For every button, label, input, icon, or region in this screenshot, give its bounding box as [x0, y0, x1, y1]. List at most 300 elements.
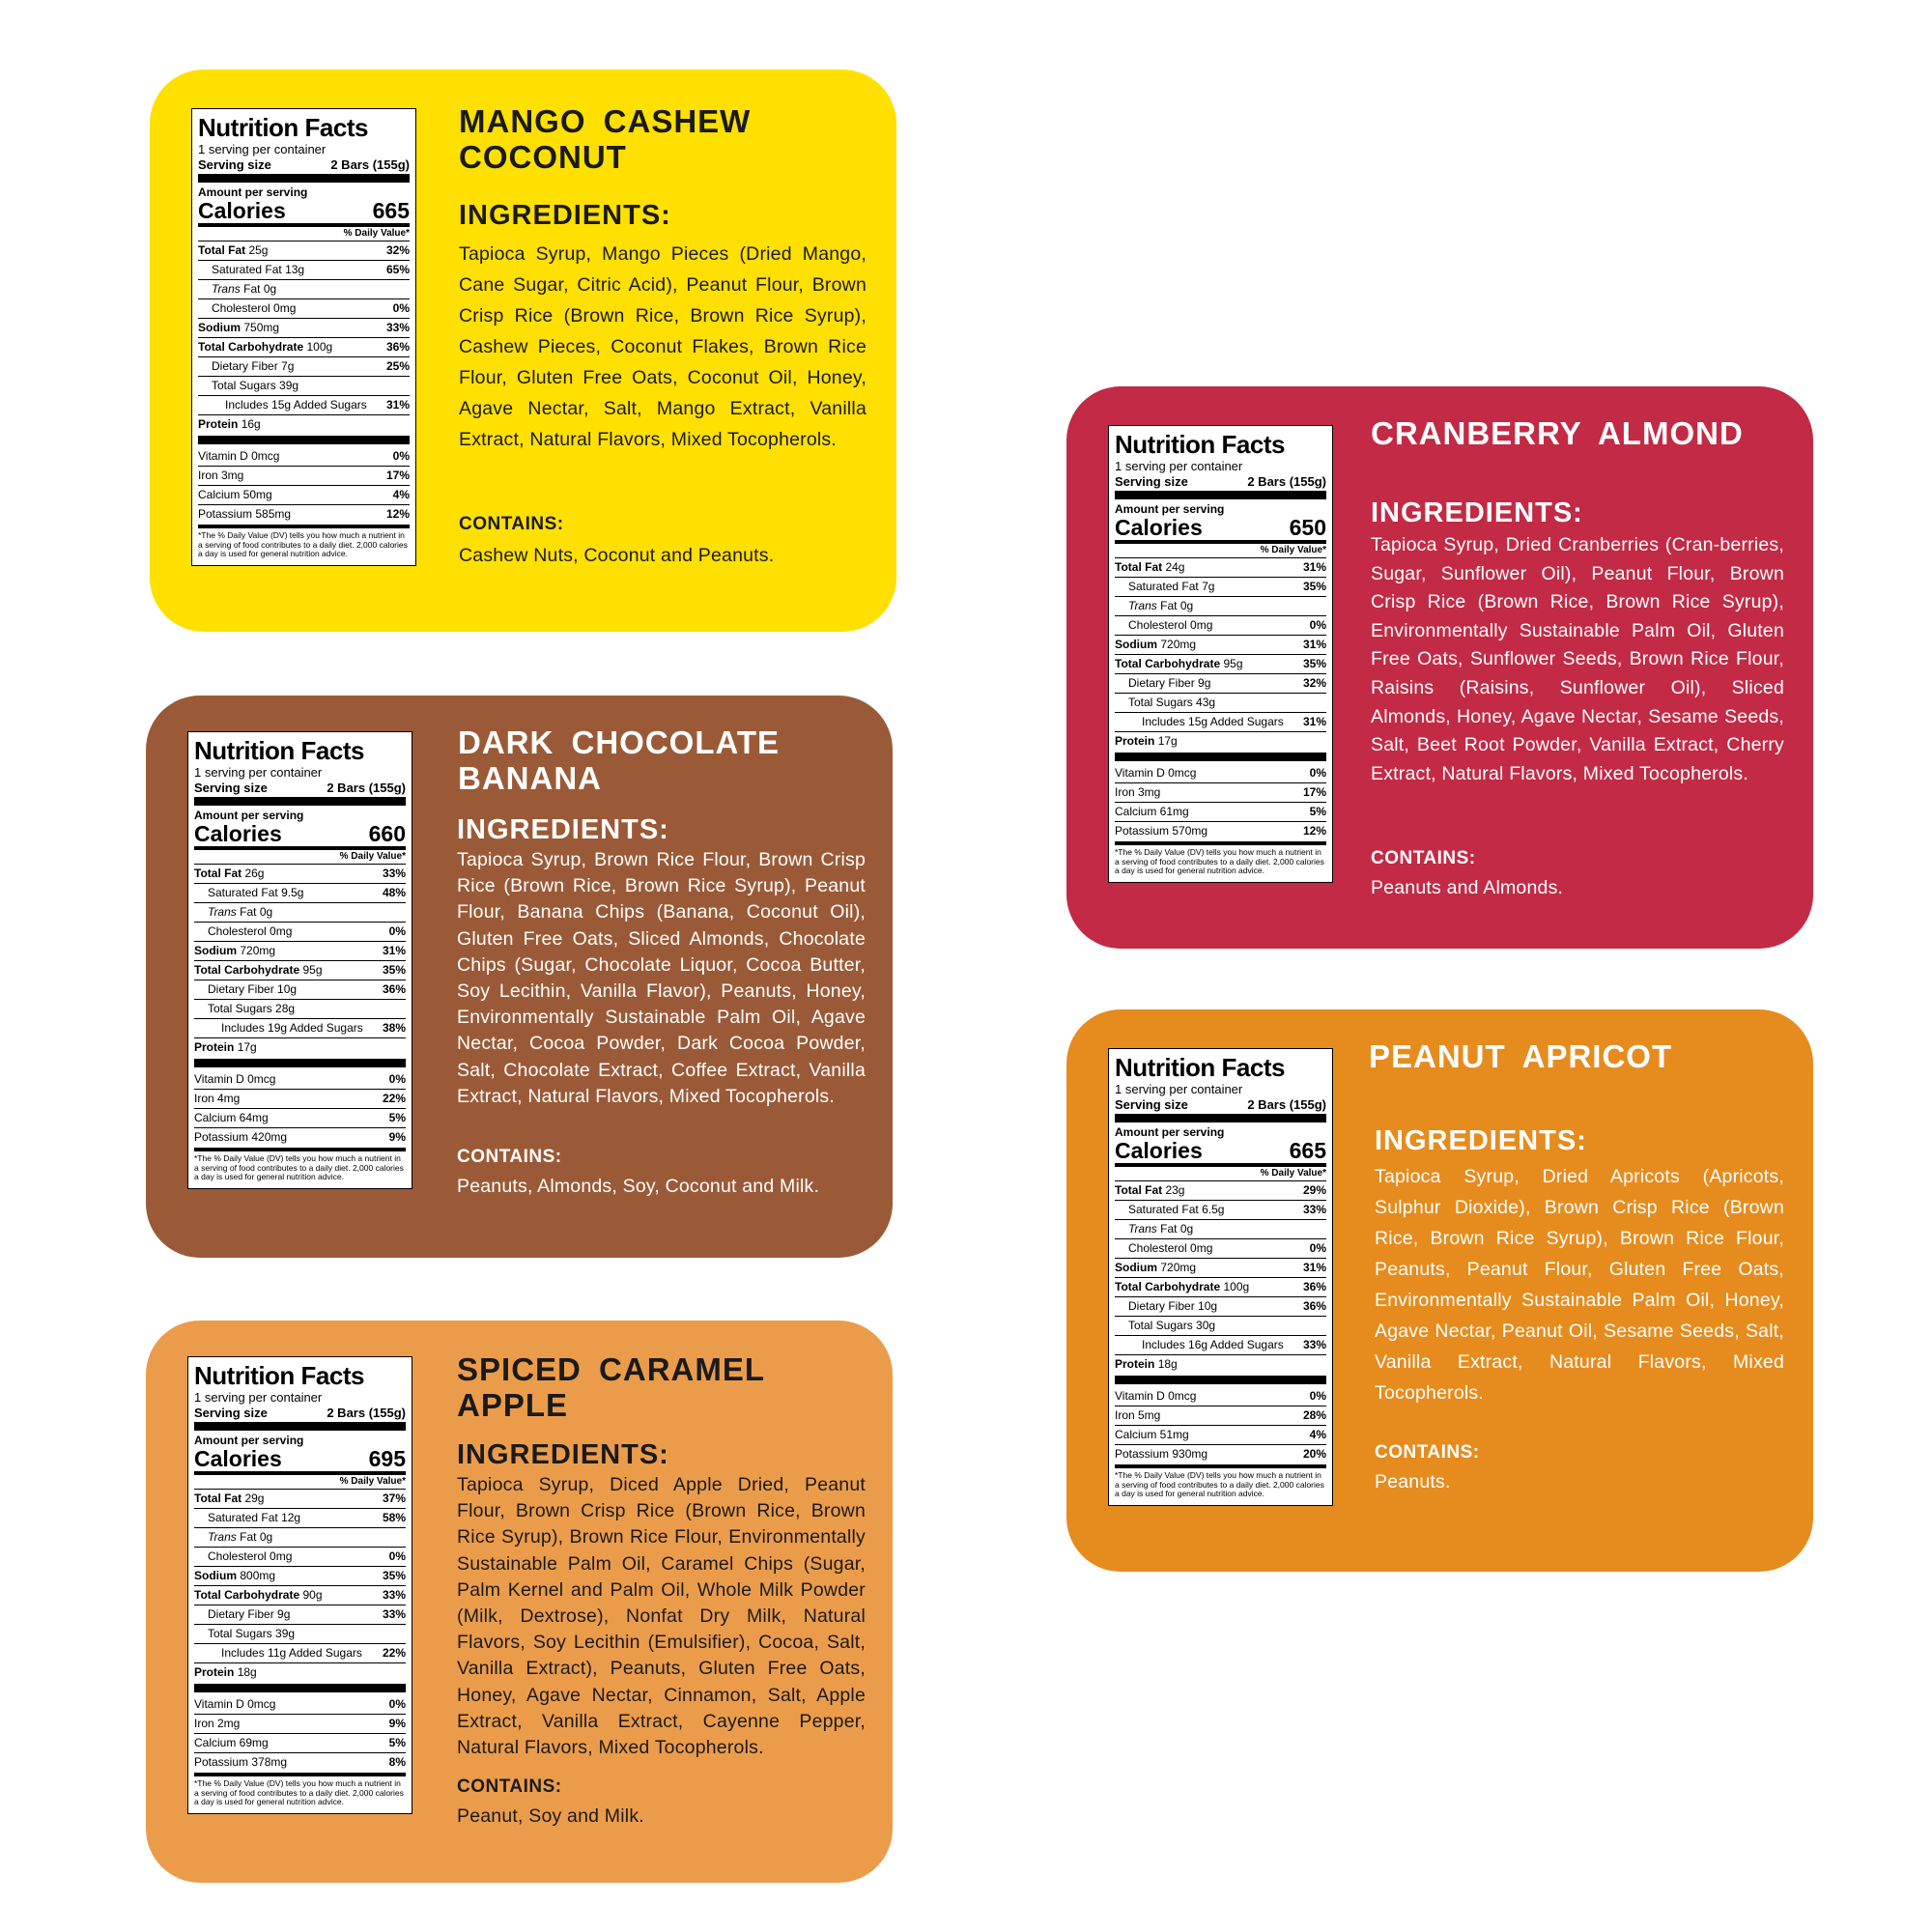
nutrient-daily-value: 0%	[392, 301, 410, 315]
servings-per-container: 1 serving per container	[1115, 459, 1243, 473]
nutrient-daily-value: 48%	[382, 886, 406, 899]
ingredients-heading: INGREDIENTS:	[1375, 1125, 1587, 1156]
nutrient-amount: 7g	[1202, 580, 1215, 593]
nutrient-label: Saturated Fat	[208, 886, 278, 899]
nutrient-daily-value: 0%	[388, 1549, 406, 1563]
vitamin-daily-value: 5%	[1309, 805, 1326, 818]
nutrient-daily-value: 33%	[382, 1607, 406, 1621]
servings-per-container: 1 serving per container	[198, 142, 327, 156]
nutrient-name	[194, 961, 323, 980]
divider-bar	[1115, 1376, 1326, 1384]
vitamin-daily-value: 12%	[385, 507, 410, 521]
vitamin-row	[194, 1127, 406, 1147]
vitamin-row	[1115, 782, 1326, 802]
divider-bar	[194, 1684, 406, 1692]
nutrient-daily-value: 36%	[1302, 1280, 1326, 1293]
calories-row	[1115, 516, 1326, 539]
nutrient-name	[212, 357, 294, 376]
vitamin-daily-value: 4%	[392, 488, 410, 501]
serving-size-row	[198, 157, 410, 172]
nutrient-label: Trans	[208, 1530, 237, 1544]
vitamin-row	[194, 1108, 406, 1127]
nutrient-amount: 10g	[277, 982, 298, 996]
calories-value: 695	[368, 1446, 406, 1471]
vitamin-row	[1115, 821, 1326, 840]
nutrient-name	[1115, 636, 1196, 654]
daily-value-header: % Daily Value*	[194, 846, 406, 864]
nutrient-amount: 17g	[1157, 734, 1178, 748]
vitamin-row	[194, 1089, 406, 1108]
nutrient-label: Total Sugars	[208, 1002, 272, 1015]
nutrient-name	[198, 319, 279, 337]
vitamin-daily-value: 0%	[388, 1072, 406, 1086]
vitamin-name: Vitamin D 0mcg	[194, 1072, 276, 1086]
vitamin-row	[194, 1070, 406, 1089]
vitamin-daily-value: 5%	[388, 1111, 406, 1124]
contains-text: Peanuts and Almonds.	[1371, 877, 1564, 898]
nutrient-amount: 28g	[275, 1002, 296, 1015]
nutrient-name	[1115, 558, 1184, 577]
nutrient-amount: 30g	[1196, 1319, 1216, 1332]
product-name: SPICED CARAMEL APPLE	[457, 1351, 766, 1423]
nutrient-amount: Fat 0g	[243, 282, 277, 296]
nutrient-name	[1115, 655, 1243, 673]
nutrient-label: Total Sugars	[212, 379, 276, 392]
nutrient-amount: 720mg	[1160, 1261, 1197, 1274]
vitamin-name: Calcium 51mg	[1115, 1428, 1189, 1441]
nutrient-name	[208, 1625, 295, 1643]
nutrient-amount: 0mg	[270, 924, 293, 938]
nutrient-row	[194, 864, 406, 883]
product-name: CRANBERRY ALMOND	[1371, 415, 1744, 451]
nutrient-amount: 13g	[285, 263, 305, 276]
nutrient-label: Protein	[1115, 734, 1155, 748]
serving-size-value: 2 Bars (155g)	[1247, 1097, 1326, 1112]
nutrient-label: Total Carbohydrate	[194, 1588, 300, 1602]
ingredients-text: Tapioca Syrup, Dried Apricots (Apricots, Sulphur Dioxide), Brown Crisp Rice (Brown Rice, Brown Rice Syrup), Brown Rice Flour, Peanuts, Peanut Flour, Gluten Free Oats, Environmentally Sustainable Palm Oil, Honey, Agave Nectar, Peanut Oil, Sesame Seeds, Salt, Vanilla Extract, Natural Flavors, Mixed Tocopherols.	[1375, 1166, 1784, 1404]
nutrient-name	[1128, 597, 1193, 615]
nutrient-row	[198, 356, 410, 376]
calories-value: 660	[368, 821, 406, 846]
serving-size-row	[194, 1406, 406, 1420]
nutrient-row	[1115, 1219, 1326, 1238]
calories-label: Calories	[1115, 1138, 1203, 1163]
nutrient-row	[194, 1624, 406, 1643]
nutrient-row	[194, 960, 406, 980]
contains-heading: CONTAINS:	[457, 1147, 562, 1167]
calories-label: Calories	[194, 1446, 282, 1471]
label-card-dark-chocolate-banana	[146, 696, 893, 1258]
nutrient-row	[1115, 673, 1326, 693]
nutrient-name	[1128, 1297, 1217, 1316]
nutrient-row	[1115, 615, 1326, 635]
vitamin-row	[1115, 764, 1326, 782]
nutrient-name	[1115, 1355, 1178, 1374]
vitamin-row	[194, 1752, 406, 1772]
nutrient-name	[194, 1490, 264, 1508]
nutrient-row	[1115, 1296, 1326, 1316]
nutrient-name	[208, 884, 303, 902]
nutrient-name	[212, 261, 304, 279]
nutrient-name	[221, 1644, 362, 1662]
nutrient-daily-value: 31%	[1302, 715, 1326, 728]
contains-heading: CONTAINS:	[1371, 848, 1476, 868]
contains-text: Peanut, Soy and Milk.	[457, 1805, 644, 1827]
nutrient-amount: 17g	[237, 1040, 257, 1054]
nutrient-name	[208, 1509, 300, 1527]
vitamin-row	[198, 504, 410, 524]
nutrient-name	[1128, 1317, 1215, 1335]
nutrient-label: Includes 11g Added Sugars	[221, 1646, 362, 1660]
nutrient-amount: 95g	[1223, 657, 1243, 670]
vitamin-name: Iron 5mg	[1115, 1408, 1161, 1422]
divider-bar	[194, 1059, 406, 1067]
nutrient-label: Dietary Fiber	[208, 982, 274, 996]
vitamin-row	[1115, 1387, 1326, 1406]
vitamin-row	[194, 1695, 406, 1714]
nutrient-row	[1115, 712, 1326, 731]
serving-size-value: 2 Bars (155g)	[327, 781, 406, 795]
nutrient-row	[1115, 1335, 1326, 1354]
nutrient-amount: 6.5g	[1202, 1203, 1225, 1216]
nutrient-label: Includes 15g Added Sugars	[1142, 715, 1284, 728]
nutrient-row	[1115, 731, 1326, 751]
ingredients-heading: INGREDIENTS:	[457, 814, 669, 845]
nutrient-label: Total Carbohydrate	[198, 340, 304, 354]
vitamin-row	[198, 447, 410, 466]
ingredients-heading: INGREDIENTS:	[457, 1439, 669, 1470]
nutrient-name	[208, 1548, 292, 1566]
nutrient-amount: 0mg	[270, 1549, 293, 1563]
daily-value-footnote: *The % Daily Value (DV) tells you how much a nutrient in a serving of food contributes to a daily diet. 2,000 calories a day is used for general nutrition advice.	[1115, 1464, 1326, 1499]
vitamin-row	[194, 1714, 406, 1733]
daily-value-footnote: *The % Daily Value (DV) tells you how much a nutrient in a serving of food contributes to a daily diet. 2,000 calories a day is used for general nutrition advice.	[194, 1773, 406, 1807]
nutrient-amount: 9g	[1198, 676, 1211, 690]
nutrient-daily-value: 31%	[382, 944, 406, 957]
nutrient-name	[212, 377, 298, 395]
nutrient-daily-value: 31%	[1302, 638, 1326, 651]
calories-row	[198, 199, 410, 222]
daily-value-footnote: *The % Daily Value (DV) tells you how much a nutrient in a serving of food contributes to a daily diet. 2,000 calories a day is used for general nutrition advice.	[194, 1148, 406, 1182]
nutrient-amount: 16g	[241, 417, 261, 431]
divider-bar	[1115, 753, 1326, 761]
vitamin-name: Calcium 61mg	[1115, 805, 1189, 818]
nutrient-label: Dietary Fiber	[1128, 676, 1195, 690]
nutrient-amount: 0mg	[273, 301, 297, 315]
nutrient-daily-value: 58%	[382, 1511, 406, 1524]
nutrient-label: Cholesterol	[1128, 618, 1187, 632]
nutrient-label: Includes 16g Added Sugars	[1142, 1338, 1284, 1351]
contains-text: Peanuts.	[1375, 1471, 1451, 1492]
nutrient-daily-value: 25%	[385, 359, 410, 373]
nutrient-row	[194, 1037, 406, 1057]
nutrient-label: Total Fat	[194, 867, 242, 880]
nutrient-daily-value: 36%	[385, 340, 410, 354]
contains-text: Cashew Nuts, Coconut and Peanuts.	[459, 545, 775, 566]
nutrient-amount: Fat 0g	[240, 1530, 273, 1544]
nutrient-name	[208, 980, 297, 999]
servings-per-container: 1 serving per container	[194, 765, 323, 780]
contains-text: Peanuts, Almonds, Soy, Coconut and Milk.	[457, 1176, 820, 1197]
nutrient-name	[1128, 694, 1215, 712]
daily-value-footnote: *The % Daily Value (DV) tells you how much a nutrient in a serving of food contributes to a daily diet. 2,000 calories a day is used for general nutrition advice.	[198, 525, 410, 559]
nutrient-name	[194, 1567, 275, 1585]
ingredients-text: Tapioca Syrup, Dried Cranberries (Cran-berries, Sugar, Sunflower Oil), Peanut Flour, Brown Crisp Rice (Brown Rice, Brown Rice Syrup), Environmentally Sustainable Palm Oil, Gluten Free Oats, Sunflower Seeds, Brown Rice Flour, Raisins (Raisins, Sunflower Oil), Sliced Almonds, Honey, Agave Nectar, Sesame Seeds, Salt, Beet Root Powder, Vanilla Extract, Cherry Extract, Natural Flavors, Mixed Tocopherols.	[1371, 534, 1784, 784]
nutrient-name	[1128, 616, 1212, 635]
nutrition-facts-title: Nutrition Facts	[198, 113, 368, 142]
nutrient-daily-value: 29%	[1302, 1183, 1326, 1197]
nutrient-label: Trans	[212, 282, 241, 296]
vitamin-name: Iron 3mg	[1115, 785, 1161, 799]
nutrient-name	[208, 1605, 290, 1624]
nutrient-amount: Fat 0g	[1160, 599, 1194, 612]
vitamin-daily-value: 8%	[388, 1755, 406, 1769]
label-card-peanut-apricot	[1066, 1009, 1813, 1572]
nutrient-row	[1115, 1238, 1326, 1258]
serving-size-value: 2 Bars (155g)	[327, 1406, 406, 1420]
vitamin-name: Vitamin D 0mcg	[194, 1697, 276, 1711]
nutrient-name	[221, 1019, 363, 1037]
nutrient-label: Cholesterol	[212, 301, 270, 315]
nutrient-name	[1128, 1220, 1193, 1238]
nutrient-name	[208, 1528, 272, 1547]
vitamin-name: Iron 2mg	[194, 1717, 241, 1730]
contains-heading: CONTAINS:	[457, 1776, 562, 1797]
nutrient-daily-value: 37%	[382, 1492, 406, 1505]
vitamin-daily-value: 4%	[1309, 1428, 1326, 1441]
vitamin-name: Potassium 378mg	[194, 1755, 288, 1769]
nutrient-row	[194, 902, 406, 922]
vitamin-row	[198, 485, 410, 504]
nutrient-daily-value: 36%	[1302, 1299, 1326, 1313]
nutrient-amount: 23g	[1165, 1183, 1185, 1197]
nutrition-facts-panel	[1108, 425, 1333, 883]
nutrient-amount: 12g	[281, 1511, 301, 1524]
vitamin-daily-value: 12%	[1302, 824, 1326, 838]
nutrient-label: Saturated Fat	[208, 1511, 278, 1524]
serving-size-row	[194, 781, 406, 795]
serving-size-value: 2 Bars (155g)	[1247, 474, 1326, 489]
ingredients-heading: INGREDIENTS:	[1371, 497, 1583, 528]
nutrient-row	[1115, 635, 1326, 654]
divider-bar	[194, 797, 406, 806]
nutrient-daily-value: 32%	[385, 243, 410, 257]
vitamin-name: Iron 3mg	[198, 469, 244, 482]
nutrient-name	[198, 242, 268, 260]
nutrient-row	[1115, 557, 1326, 577]
nutrient-amount: 720mg	[1160, 638, 1197, 651]
nutrient-name	[212, 299, 296, 318]
nutrient-name	[1128, 674, 1210, 693]
nutrient-amount: Fat 0g	[1160, 1222, 1194, 1236]
vitamin-daily-value: 0%	[1309, 1389, 1326, 1403]
nutrient-amount: 9.5g	[281, 886, 304, 899]
serving-size-label: Serving size	[1115, 474, 1188, 489]
nutrient-name	[194, 865, 264, 883]
nutrient-amount: 39g	[279, 379, 299, 392]
servings-per-container: 1 serving per container	[1115, 1082, 1243, 1096]
vitamin-row	[1115, 1406, 1326, 1425]
nutrient-label: Sodium	[194, 1569, 237, 1582]
nutrient-daily-value: 33%	[382, 1588, 406, 1602]
nutrient-name	[194, 942, 275, 960]
vitamin-daily-value: 20%	[1302, 1447, 1326, 1461]
nutrient-label: Total Fat	[1115, 560, 1163, 574]
contains-heading: CONTAINS:	[1375, 1442, 1480, 1463]
serving-size-row	[1115, 474, 1326, 489]
nutrient-daily-value: 35%	[1302, 657, 1326, 670]
nutrient-label: Trans	[208, 905, 237, 919]
nutrient-label: Cholesterol	[208, 924, 267, 938]
nutrient-label: Includes 19g Added Sugars	[221, 1021, 363, 1035]
nutrient-daily-value: 33%	[1302, 1203, 1326, 1216]
nutrient-name	[1142, 713, 1284, 731]
nutrient-row	[194, 980, 406, 999]
nutrient-daily-value: 31%	[1302, 560, 1326, 574]
nutrient-row	[198, 337, 410, 356]
daily-value-footnote: *The % Daily Value (DV) tells you how much a nutrient in a serving of food contributes to a daily diet. 2,000 calories a day is used for general nutrition advice.	[1115, 841, 1326, 876]
nutrient-row	[198, 241, 410, 260]
nutrient-daily-value: 36%	[382, 982, 406, 996]
amount-per-serving-label: Amount per serving	[198, 185, 308, 199]
nutrient-row	[194, 1585, 406, 1605]
nutrient-daily-value: 35%	[382, 963, 406, 977]
serving-size-label: Serving size	[198, 157, 271, 172]
servings-per-container: 1 serving per container	[194, 1390, 323, 1405]
serving-size-label: Serving size	[194, 781, 268, 795]
nutrient-name	[198, 338, 332, 356]
amount-per-serving-label: Amount per serving	[1115, 502, 1225, 516]
vitamin-name: Vitamin D 0mcg	[1115, 1389, 1197, 1403]
calories-label: Calories	[1115, 515, 1203, 540]
nutrient-row	[194, 883, 406, 902]
vitamin-row	[198, 466, 410, 485]
vitamin-name: Calcium 50mg	[198, 488, 272, 501]
nutrient-amount: 7g	[281, 359, 295, 373]
vitamin-daily-value: 0%	[392, 449, 410, 463]
nutrient-row	[1115, 1277, 1326, 1296]
vitamin-daily-value: 22%	[382, 1092, 406, 1105]
nutrient-label: Total Sugars	[1128, 1319, 1193, 1332]
ingredients-heading: INGREDIENTS:	[459, 200, 671, 231]
nutrient-daily-value: 33%	[382, 867, 406, 880]
nutrient-amount: 750mg	[243, 321, 280, 334]
nutrition-facts-panel	[1108, 1048, 1333, 1506]
amount-per-serving-label: Amount per serving	[1115, 1125, 1225, 1139]
nutrient-row	[1115, 1200, 1326, 1219]
label-card-cranberry-almond	[1066, 386, 1813, 949]
nutrient-name	[1115, 732, 1178, 751]
divider-bar	[194, 1422, 406, 1431]
nutrient-label: Saturated Fat	[1128, 1203, 1199, 1216]
nutrient-label: Saturated Fat	[212, 263, 282, 276]
nutrient-name	[1128, 1201, 1224, 1219]
nutrient-row	[1115, 654, 1326, 673]
label-card-spiced-caramel-apple	[146, 1321, 893, 1883]
vitamin-daily-value: 9%	[388, 1130, 406, 1144]
nutrient-daily-value: 0%	[1309, 618, 1326, 632]
calories-row	[1115, 1139, 1326, 1162]
nutrient-amount: 10g	[1198, 1299, 1218, 1313]
nutrient-label: Dietary Fiber	[212, 359, 278, 373]
nutrition-facts-title: Nutrition Facts	[194, 1361, 364, 1390]
label-card-mango-cashew-coconut	[150, 70, 896, 632]
nutrient-row	[1115, 1316, 1326, 1335]
nutrient-daily-value: 32%	[1302, 676, 1326, 690]
nutrient-daily-value: 0%	[388, 924, 406, 938]
nutrition-facts-title: Nutrition Facts	[194, 736, 364, 765]
product-name: PEANUT APRICOT	[1369, 1038, 1673, 1074]
nutrient-row	[194, 1489, 406, 1508]
nutrient-amount: 0mg	[1190, 618, 1213, 632]
vitamin-row	[1115, 802, 1326, 821]
nutrient-row	[1115, 577, 1326, 596]
nutrient-label: Saturated Fat	[1128, 580, 1199, 593]
nutrient-row	[1115, 1180, 1326, 1200]
divider-bar	[1115, 491, 1326, 499]
nutrient-label: Sodium	[1115, 1261, 1157, 1274]
nutrient-amount: 100g	[306, 340, 333, 354]
nutrition-facts-panel	[187, 1356, 412, 1814]
vitamin-row	[194, 1733, 406, 1752]
vitamin-name: Potassium 570mg	[1115, 824, 1208, 838]
nutrient-amount: 39g	[275, 1627, 296, 1640]
ingredients-text: Tapioca Syrup, Brown Rice Flour, Brown Crisp Rice (Brown Rice, Brown Rice Syrup), Peanut Flour, Banana Chips (Banana, Coconut Oil), Gluten Free Oats, Sliced Almonds, Chocolate Chips (Sugar, Chocolate Liquor, Cocoa Butter, Soy Lecithin, Vanilla Flavor), Peanuts, Honey, Environmentally Sustainable Palm Oil, Agave Nectar, Cocoa Powder, Dark Cocoa Powder, Salt, Chocolate Extract, Coffee Extract, Vanilla Extract, Natural Flavors, Mixed Tocopherols.	[457, 849, 866, 1107]
nutrition-facts-panel	[187, 731, 412, 1189]
nutrient-name	[198, 415, 261, 434]
nutrient-label: Protein	[194, 1040, 235, 1054]
nutrient-name	[1115, 1278, 1249, 1296]
vitamin-name: Calcium 69mg	[194, 1736, 269, 1749]
vitamin-name: Potassium 930mg	[1115, 1447, 1208, 1461]
nutrient-label: Total Fat	[198, 243, 246, 257]
nutrient-row	[1115, 693, 1326, 712]
vitamin-daily-value: 17%	[1302, 785, 1326, 799]
calories-label: Calories	[194, 821, 282, 846]
nutrient-amount: 100g	[1223, 1280, 1250, 1293]
divider-bar	[1115, 1114, 1326, 1122]
vitamin-name: Iron 4mg	[194, 1092, 241, 1105]
calories-row	[194, 822, 406, 845]
nutrient-name	[1115, 1181, 1184, 1200]
nutrition-facts-panel	[191, 108, 416, 566]
product-name: MANGO CASHEW COCONUT	[459, 103, 752, 175]
nutrient-daily-value: 35%	[382, 1569, 406, 1582]
nutrient-daily-value: 22%	[382, 1646, 406, 1660]
calories-value: 665	[372, 198, 410, 223]
nutrient-row	[198, 298, 410, 318]
nutrient-label: Protein	[1115, 1357, 1155, 1371]
serving-size-row	[1115, 1097, 1326, 1112]
nutrient-daily-value: 33%	[385, 321, 410, 334]
nutrient-amount: 18g	[237, 1665, 257, 1679]
nutrient-amount: 95g	[302, 963, 323, 977]
nutrient-label: Trans	[1128, 1222, 1157, 1236]
vitamin-daily-value: 9%	[388, 1717, 406, 1730]
nutrient-name	[194, 1038, 257, 1057]
nutrient-row	[194, 1643, 406, 1662]
nutrient-row	[1115, 1354, 1326, 1374]
serving-size-label: Serving size	[1115, 1097, 1188, 1112]
nutrient-label: Sodium	[198, 321, 241, 334]
nutrient-amount: 24g	[1165, 560, 1185, 574]
daily-value-header: % Daily Value*	[1115, 540, 1326, 557]
nutrient-name	[1128, 1239, 1212, 1258]
nutrient-label: Sodium	[194, 944, 237, 957]
amount-per-serving-label: Amount per serving	[194, 1434, 304, 1447]
nutrient-row	[198, 279, 410, 298]
vitamin-daily-value: 17%	[385, 469, 410, 482]
